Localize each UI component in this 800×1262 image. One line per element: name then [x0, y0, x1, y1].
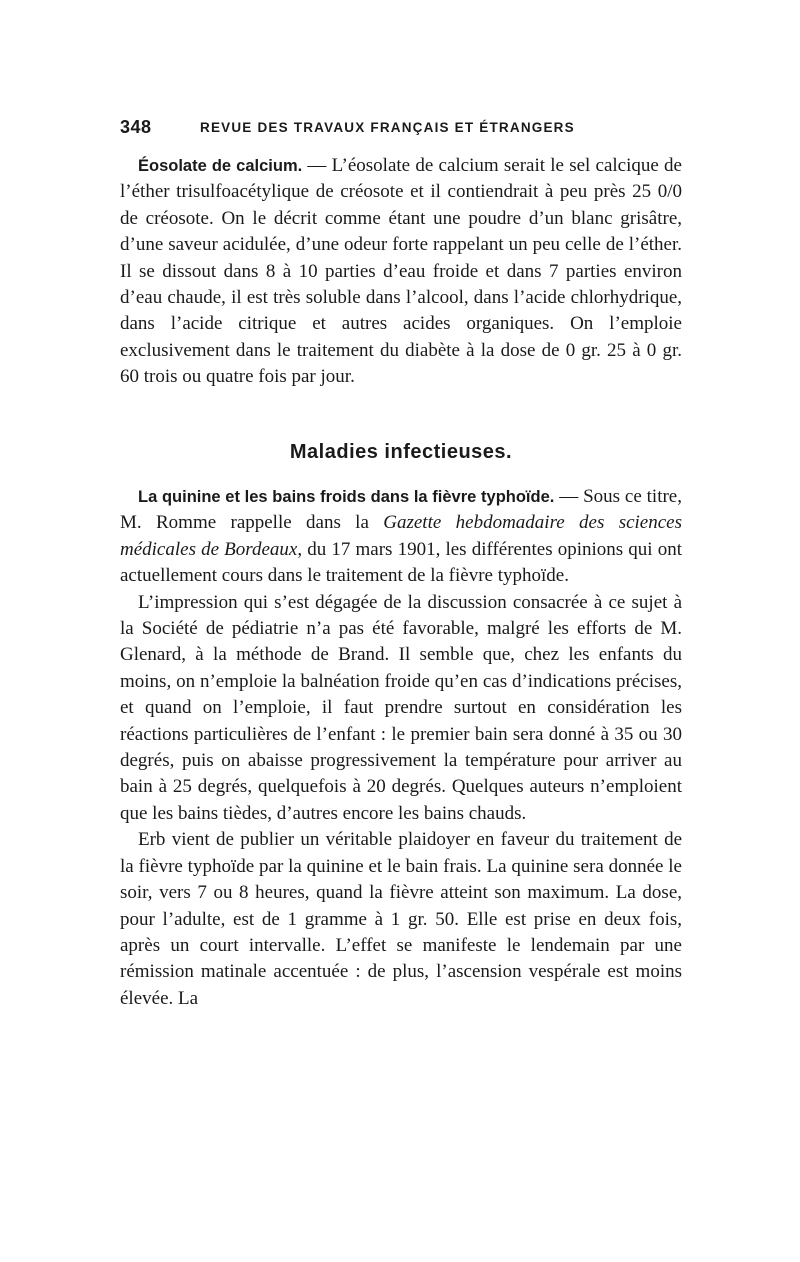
article-quinine-intro-2: , du 17 mars 1901, les différentes opinions qui ont actuellement cours dans le traitement de la fièvre typhoïde.	[120, 538, 682, 587]
article-eosolate	[120, 153, 682, 391]
article-eosolate-title: Éosolate de calcium.	[138, 157, 303, 175]
article-quinine-paragraph-2: L’impression qui s’est dégagée de la discussion consacrée à ce sujet à la Société de pédiatrie n’a pas été favorable, malgré les efforts de M. Glenard, à la méthode de Brand. Il semble que, chez les enfants du moins, on n’emploie la balnéation froide qu’en cas d’indications précises, et quand on l’emploie, il faut prendre surtout en considération les réactions particulières de l’enfant : le premier bain sera donné à 35 ou 30 degrés, puis on abaisse progressivement la température pour arriver au bain à 25 degrés, quelquefois à 20 degrés. Quelques auteurs n’emploient que les bains tièdes, d’autres encore les bains chauds.	[120, 591, 682, 824]
article-quinine-title: La quinine et les bains froids dans la fièvre typhoïde.	[138, 488, 555, 506]
article-eosolate-text: — L’éosolate de calcium serait le sel calcique de l’éther trisulfoacétylique de créosote et il contiendrait à peu près 25 0/0 de créosote. On le décrit comme étant une poudre d’un blanc grisâtre, d’une saveur acidulée, d’une odeur forte rappelant un peu celle de l’éther. Il se dissout dans 8 à 10 parties d’eau froide et dans 7 parties environ d’eau chaude, il est très soluble dans l’alcool, dans l’acide chlorhydrique, dans l’acide citrique et autres acides organiques. On l’emploie exclusivement dans le traitement du diabète à la dose de 0 gr. 25 à 0 gr. 60 trois ou quatre fois par jour.	[120, 155, 682, 388]
article-quinine-intro-1: — Sous ce titre, M. Romme rappelle dans la	[120, 486, 682, 534]
page-header	[120, 117, 680, 141]
article-quinine-paragraph-3: Erb vient de publier un véritable plaidoyer en faveur du traitement de la fièvre typhoïde par la quinine et le bain frais. La quinine sera donnée le soir, vers 7 ou 8 heures, quand la fièvre atteint son maximum. La dose, pour l’adulte, est de 1 gramme à 1 gr. 50. Elle est prise en deux fois, après un court intervalle. L’effet se manifeste le lendemain par une rémission matinale accentuée : de plus, l’ascension vespérale est moins élevée. La	[120, 829, 682, 1009]
journal-title: Gazette hebdomadaire des sciences médicales de Bordeaux	[120, 512, 682, 560]
article-quinine	[120, 484, 682, 1012]
article-quinine-paragraph-1	[120, 484, 682, 590]
section-heading: Maladies infectieuses.	[289, 441, 513, 463]
running-title: REVUE DES TRAVAUX FRANÇAIS ET ÉTRANGERS	[200, 120, 575, 135]
page-number: 348	[120, 117, 152, 137]
article-eosolate-paragraph	[120, 153, 682, 391]
